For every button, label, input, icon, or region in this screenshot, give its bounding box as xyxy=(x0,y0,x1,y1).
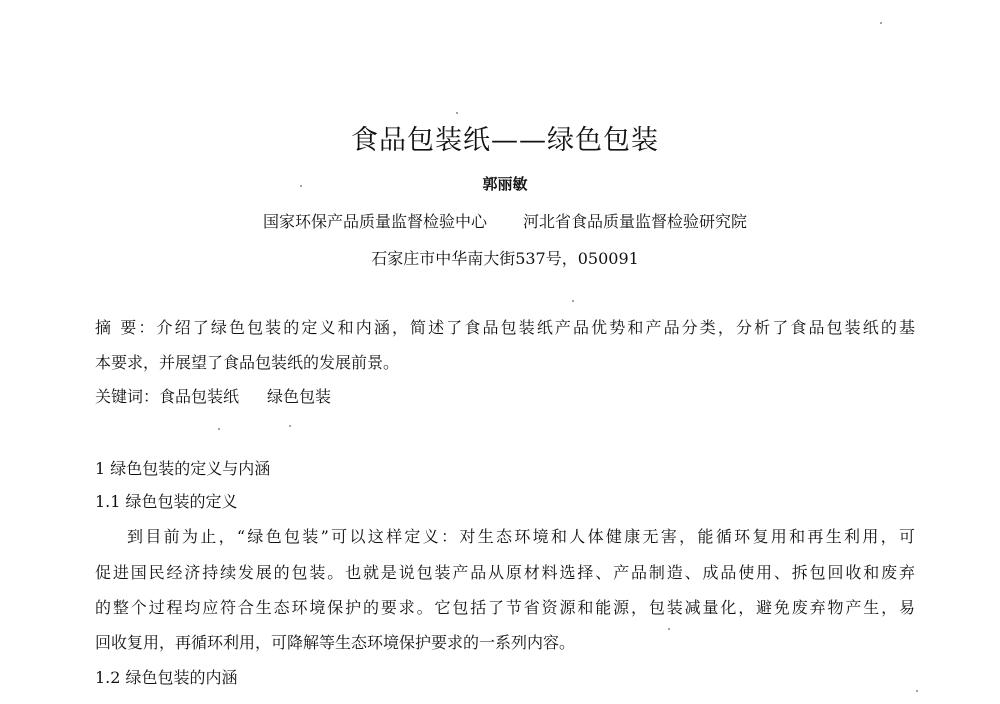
scan-speck xyxy=(880,22,882,24)
paper-title: 食品包装纸——绿色包装 xyxy=(351,125,659,156)
address: 石家庄市中华南大街537号，050091 xyxy=(371,249,639,268)
author-name: 郭丽敏 xyxy=(482,175,528,193)
affiliations xyxy=(0,209,1000,232)
paragraph-line-2: 促进国民经济持续发展的包装。也就是说包装产品从原材料选择、产品制造、成品使用、拆包回收和废弃 xyxy=(95,563,915,582)
keyword-2: 绿色包装 xyxy=(267,387,332,406)
affiliation-1: 国家环保产品质量监督检验中心 xyxy=(262,212,487,231)
paragraph-line-1: 到目前为止，“绿色包装”可以这样定义：对生态环境和人体健康无害，能循环复用和再生利用，可 xyxy=(127,527,915,546)
section-heading-1: 1 绿色包装的定义与内涵 xyxy=(95,459,271,478)
scan-speck xyxy=(218,428,220,430)
keyword-1: 食品包装纸 xyxy=(159,387,240,406)
paragraph-line-4: 回收复用，再循环利用，可降解等生态环境保护要求的一系列内容。 xyxy=(95,633,576,652)
keywords-line xyxy=(95,387,915,407)
abstract-line-1 xyxy=(95,318,915,338)
affiliation-2: 河北省食品质量监督检验研究院 xyxy=(523,212,748,231)
paragraph-line-3: 的整个过程均应符合生态环境保护的要求。它包括了节省资源和能源，包装减量化，避免废弃物产生，易 xyxy=(95,598,915,617)
section-heading-1-2: 1.2 绿色包装的内涵 xyxy=(95,668,238,687)
scan-speck xyxy=(916,690,918,692)
keywords-label: 关键词： xyxy=(95,387,160,406)
abstract-text-1: 介绍了绿色包装的定义和内涵，简述了食品包装纸产品优势和产品分类，分析了食品包装纸的基 xyxy=(156,318,915,337)
abstract-label: 摘 要： xyxy=(95,318,157,337)
scan-speck xyxy=(456,112,458,114)
scan-speck xyxy=(289,425,291,427)
scan-speck xyxy=(300,185,302,187)
abstract-line-2: 本要求，并展望了食品包装纸的发展前景。 xyxy=(95,353,400,372)
scan-speck xyxy=(572,300,574,302)
section-heading-1-1: 1.1 绿色包装的定义 xyxy=(95,492,238,511)
scan-speck xyxy=(668,628,670,630)
